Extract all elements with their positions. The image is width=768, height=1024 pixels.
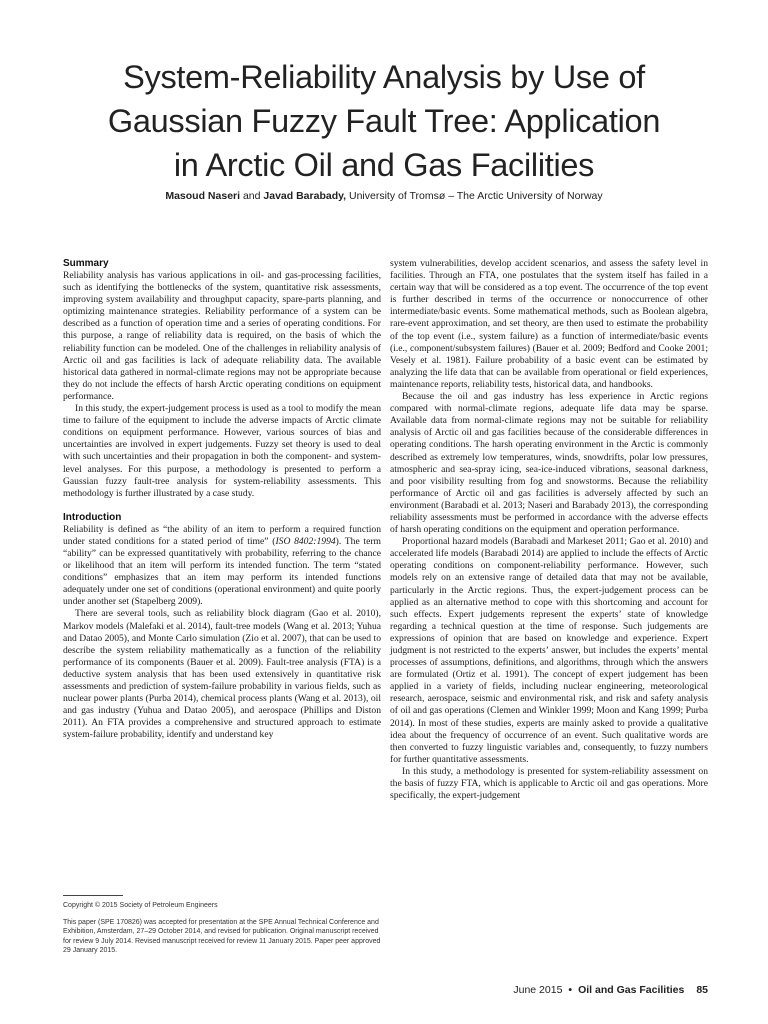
introduction-paragraph-1 (63, 524, 381, 609)
section-spacer (63, 500, 381, 512)
author-conjunction: and (240, 190, 264, 202)
author-1: Masoud Naseri (165, 190, 241, 202)
copyright-notice: Copyright © 2015 Society of Petroleum Engineers (63, 902, 218, 909)
right-paragraph-2: Because the oil and gas industry has less experience in Arctic regions compared with normal-climate regions, adequate life data may be sparse. Available data from normal-climate regions may not be suitable for reliability analysis of Arctic oil and gas facilities because of the considerable differences in operating conditions. The harsh operating environment in the Arctic is commonly described as extremely low temperatures, winds, snowdrifts, polar low pressures, atmospheric and sea-spray icing, sea-ice-induced vibrations, seasonal darkness, and poor visibility resulting from fog and snowstorms. Because the reliability performance of Arctic oil and gas facilities is adversely affected by such an environment (Barabadi et al. 2013; Naseri and Barabady 2013), the corresponding reliability assessments must be performed in accordance with the adverse effects of harsh operating conditions on the equipment and operation performance. (390, 391, 708, 536)
title-line-3: in Arctic Oil and Gas Facilities (173, 147, 595, 183)
page-number: 85 (696, 984, 708, 996)
summary-paragraph-1: Reliability analysis has various applications in oil- and gas-processing facilities, such as identifying the bottlenecks of the system, quantitative risk assessments, improving system availability and throughput capacity, spare-parts planning, and optimizing maintenance strategies. Reliability performance of a system can be described as a function of operation time and a series of operating conditions. For this purpose, a range of reliability data is required, on the basis of which the reliability function can be modeled. One of the challenges in reliability analysis of Arctic oil and gas facilities is lack of adequate reliability data. The available historical data gathered in normal-climate regions may not be appropriate because they do not include the effects of harsh Arctic operating conditions on equipment performance. (63, 270, 381, 402)
iso-citation: ISO 8402:1994 (275, 535, 336, 547)
footer-bullet: • (568, 984, 573, 996)
right-column (390, 258, 708, 802)
intro-p1-text-b: ). The term “ability” can be expressed quantitatively with probability, referring to the chance or likelihood that an item will perform its intended function. The term “stated conditions” emphasizes that an item may perform its intended functions adequately under one set of conditions (operational environment) and quite poorly under another set (Stapelberg 2009). (63, 535, 382, 608)
right-paragraph-1: system vulnerabilities, develop accident scenarios, and assess the safety level in facilities. Through an FTA, one postulates that the system itself has failed in a certain way that will be considered as a top event. The occurrence of the top event is further described in terms of the occurrence or nonoccurrence of other intermediate/basic events. Some mathematical methods, such as Boolean algebra, rare-event approximation, and set theory, are then used to estimate the probability of the top event (i.e., system failure) as a function of intermediate/basic events (i.e., component/subsystem failures) (Bauer et al. 2009; Bedford and Cooke 2001; Vesely et al. 1981). Failure probability of a basic event can be estimated by analyzing the life data that can be available from operational or field experiences, maintenance reports, reliability tests, historical data, and handbooks. (390, 258, 708, 390)
author-2: Javad Barabady, (263, 190, 347, 202)
footnotes (63, 901, 381, 955)
page-footer (513, 984, 708, 996)
summary-paragraph-2: In this study, the expert-judgement process is used as a tool to modify the mean time to failure of the equipment to include the adverse impacts of Arctic climate conditions on equipment performance. However, various sources of bias and uncertainties are involved in expert judgements. Fuzzy set theory is used to deal with such uncertainties and their propagation in both the component- and system-level analyses. For this purpose, a methodology is presented to perform a Gaussian fuzzy fault-tree analysis for system-reliability assessments. This methodology is further illustrated by a case study. (63, 403, 381, 499)
introduction-heading: Introduction (63, 511, 122, 523)
title-line-1: System-Reliability Analysis by Use of (123, 59, 645, 95)
paper-history-note: This paper (SPE 170826) was accepted for presentation at the SPE Annual Technical Conference and Exhibition, Amsterdam, 27–29 October 2014, and revised for publication. Original manuscript received for review 9 July 2014. Revised manuscript received for review 11 January 2015. Paper peer approved 29 January 2015. (63, 919, 381, 954)
issue-date: June 2015 (513, 984, 563, 996)
right-paragraph-4: In this study, a methodology is presented for system-reliability assessment on the basis of fuzzy FTA, which is applicable to Arctic oil and gas operations. More specifically, the expert-judgement (390, 765, 708, 802)
author-line (60, 190, 708, 202)
footnote-divider (63, 895, 123, 896)
article-title (60, 55, 708, 187)
author-affiliation: University of Tromsø – The Arctic University of Norway (346, 190, 603, 202)
right-paragraph-3: Proportional hazard models (Barabadi and Markeset 2011; Gao et al. 2010) and accelerated life models (Barabadi 2014) are applied to include the effects of Arctic operating conditions on component-reliability performance. However, such models rely on an extensive range of detailed data that may not be available, particularly in the Arctic regions. Thus, the expert-judgement process can be applied as an alternative method to cope with this shortcoming and account for such effects. Expert judgements represent the experts’ state of knowledge regarding a technical question at the time of response. Such judgements are expressions of opinion that are based on knowledge and experience. Expert judgment is not restricted to the experts’ answer, but includes the experts’ mental processes of assumptions, definitions, and algorithms, through which the answers are formulated (Ortiz et al. 1991). The concept of expert judgement has been applied in a variety of fields, including nuclear engineering, meteorological research, aerospace, seismic and environmental risk, and risk and safety analysis of oil and gas operations (Clemen and Winkler 1999; Moon and Kang 1999; Purba 2014). In most of these studies, experts are mainly asked to provide a qualitative idea about the frequency of occurrence of an event. Such qualitative words are then converted to fuzzy linguistic variables and, consequently, to fuzzy numbers for further quantitative assessments. (390, 536, 708, 765)
introduction-paragraph-2: There are several tools, such as reliability block diagram (Gao et al. 2010), Markov models (Malefaki et al. 2014), fault-tree models (Wang et al. 2013; Yuhua and Datao 2005), and Monte Carlo simulation (Zio et al. 2007), that can be used to describe the system reliability mathematically as a function of the reliability performance of its components (Bauer et al. 2009). Fault-tree analysis (FTA) is a deductive system analysis that has been used extensively in quantitative risk assessments and prediction of system-failure probability in various fields, such as nuclear power plants (Purba 2014), chemical process plants (Wang et al. 2013), oil and gas industry (Yuhua and Datao 2005), and aerospace (Phillips and Diston 2011). An FTA provides a comprehensive and structured approach to estimate system-failure probability, identify and understand key (63, 608, 381, 741)
summary-heading: Summary (63, 258, 109, 269)
title-line-2: Gaussian Fuzzy Fault Tree: Application (107, 103, 661, 139)
journal-name: Oil and Gas Facilities (578, 984, 685, 996)
left-column (63, 258, 381, 741)
intro-p1-text-a: Reliability is defined as “the ability of an item to perform a required function under stated conditions for a stated period of time” ( (63, 523, 381, 547)
